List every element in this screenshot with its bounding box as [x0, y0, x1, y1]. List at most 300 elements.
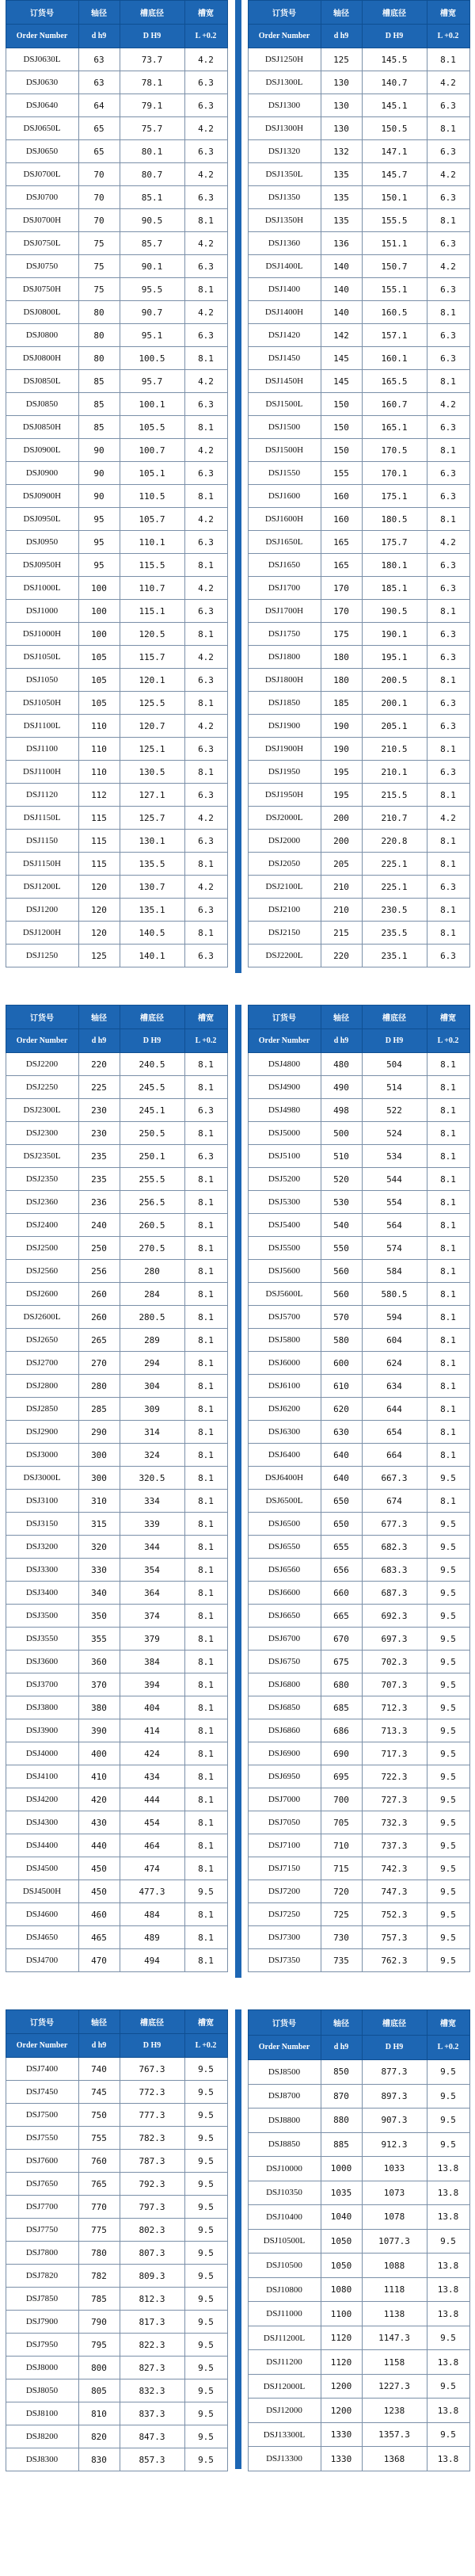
groove-width-cell: 8.1: [427, 830, 469, 853]
col-subheader-shaft-tolerance: d h9: [321, 25, 362, 48]
table-row: [248, 1375, 469, 1398]
groove-diameter-cell: 544: [362, 1168, 427, 1191]
shaft-diameter-cell: 65: [78, 140, 120, 163]
shaft-diameter-cell: 1120: [321, 2350, 362, 2375]
shaft-diameter-cell: 285: [78, 1398, 120, 1421]
groove-width-cell: 6.3: [184, 531, 227, 554]
groove-width-cell: 6.3: [184, 186, 227, 209]
table-row: [6, 2265, 227, 2288]
groove-width-cell: 8.1: [184, 1260, 227, 1283]
order-number-cell: DSJ1350L: [248, 163, 321, 186]
table-row: [248, 853, 469, 876]
table-row: [6, 2288, 227, 2311]
groove-diameter-cell: 434: [120, 1765, 184, 1788]
groove-width-cell: 6.3: [427, 715, 469, 738]
table-row: [6, 1582, 227, 1605]
order-number-cell: DSJ1450: [248, 347, 321, 370]
order-number-cell: DSJ1500: [248, 416, 321, 439]
order-number-cell: DSJ3300: [6, 1559, 78, 1582]
groove-diameter-cell: 414: [120, 1719, 184, 1742]
shaft-diameter-cell: 410: [78, 1765, 120, 1788]
table-row: [248, 1651, 469, 1673]
groove-width-cell: 8.1: [427, 738, 469, 761]
shaft-diameter-cell: 140: [321, 255, 362, 278]
order-number-cell: DSJ0750: [6, 255, 78, 278]
col-header-order-number: 订货号: [248, 1, 321, 25]
order-number-cell: DSJ6300: [248, 1421, 321, 1444]
shaft-diameter-cell: 125: [321, 48, 362, 71]
table-row: [248, 2350, 469, 2375]
table-row: [248, 554, 469, 577]
order-number-cell: DSJ10500: [248, 2254, 321, 2278]
shaft-diameter-cell: 450: [78, 1880, 120, 1903]
table-row: [6, 2425, 227, 2448]
table-row: [6, 324, 227, 347]
groove-width-cell: 8.1: [184, 1949, 227, 1972]
order-number-cell: DSJ1100: [6, 738, 78, 761]
groove-diameter-cell: 712.3: [362, 1696, 427, 1719]
col-subheader-order-number: Order Number: [6, 2034, 78, 2058]
groove-width-cell: 6.3: [184, 784, 227, 807]
shaft-diameter-cell: 720: [321, 1880, 362, 1903]
order-number-cell: DSJ10500L: [248, 2229, 321, 2254]
groove-width-cell: 13.8: [427, 2350, 469, 2375]
table-row: [248, 1628, 469, 1651]
shaft-diameter-cell: 1100: [321, 2302, 362, 2326]
groove-width-cell: 9.5: [184, 2425, 227, 2448]
table-row: [6, 1168, 227, 1191]
col-header-shaft-diameter: 轴径: [78, 2010, 120, 2034]
shaft-diameter-cell: 140: [321, 301, 362, 324]
shaft-diameter-cell: 700: [321, 1788, 362, 1811]
table-row: [248, 1467, 469, 1490]
order-number-cell: DSJ1900: [248, 715, 321, 738]
shaft-diameter-cell: 100: [78, 600, 120, 623]
groove-diameter-cell: 115.5: [120, 554, 184, 577]
col-subheader-shaft-tolerance: d h9: [321, 1029, 362, 1053]
groove-width-cell: 13.8: [427, 2181, 469, 2205]
shaft-diameter-cell: 75: [78, 255, 120, 278]
shaft-diameter-cell: 750: [78, 2104, 120, 2127]
shaft-diameter-cell: 175: [321, 623, 362, 646]
shaft-diameter-cell: 185: [321, 692, 362, 715]
groove-diameter-cell: 752.3: [362, 1903, 427, 1926]
table-row: [248, 140, 469, 163]
shaft-diameter-cell: 110: [78, 715, 120, 738]
shaft-diameter-cell: 150: [321, 439, 362, 462]
groove-diameter-cell: 687.3: [362, 1582, 427, 1605]
groove-width-cell: 8.1: [184, 1696, 227, 1719]
table-row: [248, 2205, 469, 2230]
groove-width-cell: 8.1: [427, 1283, 469, 1306]
shaft-diameter-cell: 850: [321, 2060, 362, 2085]
shaft-diameter-cell: 330: [78, 1559, 120, 1582]
groove-diameter-cell: 245.1: [120, 1099, 184, 1122]
order-number-cell: DSJ4000: [6, 1742, 78, 1765]
order-number-cell: DSJ1650: [248, 554, 321, 577]
order-number-cell: DSJ11000: [248, 2302, 321, 2326]
table-row: [6, 761, 227, 784]
groove-width-cell: 8.1: [184, 1719, 227, 1742]
order-number-cell: DSJ2600L: [6, 1306, 78, 1329]
col-header-groove-diameter: 槽底径: [362, 2010, 427, 2036]
order-number-cell: DSJ4800: [248, 1053, 321, 1076]
groove-width-cell: 6.3: [184, 462, 227, 485]
order-number-cell: DSJ0640: [6, 94, 78, 117]
col-subheader-width-tolerance: L +0.2: [427, 2035, 469, 2060]
order-number-cell: DSJ8200: [6, 2425, 78, 2448]
header-row-cn: [6, 1, 227, 25]
order-number-cell: DSJ3500: [6, 1605, 78, 1628]
table-row: [6, 1742, 227, 1765]
order-number-cell: DSJ1750: [248, 623, 321, 646]
shaft-diameter-cell: 105: [78, 692, 120, 715]
col-subheader-width-tolerance: L +0.2: [184, 25, 227, 48]
groove-width-cell: 8.1: [184, 1742, 227, 1765]
groove-width-cell: 8.1: [184, 209, 227, 232]
order-number-cell: DSJ2200L: [248, 945, 321, 967]
order-number-cell: DSJ1950H: [248, 784, 321, 807]
groove-width-cell: 4.2: [184, 439, 227, 462]
groove-width-cell: 8.1: [184, 623, 227, 646]
shaft-diameter-cell: 870: [321, 2084, 362, 2109]
shaft-diameter-cell: 470: [78, 1949, 120, 1972]
groove-width-cell: 8.1: [184, 1673, 227, 1696]
groove-diameter-cell: 170.5: [362, 439, 427, 462]
groove-diameter-cell: 1078: [362, 2205, 427, 2230]
shaft-diameter-cell: 95: [78, 508, 120, 531]
shaft-diameter-cell: 112: [78, 784, 120, 807]
order-number-cell: DSJ1050L: [6, 646, 78, 669]
order-number-cell: DSJ13300L: [248, 2422, 321, 2447]
groove-diameter-cell: 210.1: [362, 761, 427, 784]
col-subheader-groove-tolerance: D H9: [362, 1029, 427, 1053]
shaft-diameter-cell: 210: [321, 899, 362, 922]
groove-diameter-cell: 762.3: [362, 1949, 427, 1972]
shaft-diameter-cell: 640: [321, 1444, 362, 1467]
groove-diameter-cell: 717.3: [362, 1742, 427, 1765]
groove-width-cell: 6.3: [184, 738, 227, 761]
groove-diameter-cell: 809.3: [120, 2265, 184, 2288]
table-row: [248, 2084, 469, 2109]
groove-width-cell: 8.1: [184, 1122, 227, 1145]
shaft-diameter-cell: 230: [78, 1122, 120, 1145]
table-row: [6, 1145, 227, 1168]
order-number-cell: DSJ0750H: [6, 278, 78, 301]
table-row: [248, 1053, 469, 1076]
shaft-diameter-cell: 740: [78, 2058, 120, 2081]
spec-section-1: [0, 0, 475, 973]
col-header-shaft-diameter: 轴径: [78, 1, 120, 25]
groove-width-cell: 8.1: [184, 1788, 227, 1811]
groove-diameter-cell: 284: [120, 1283, 184, 1306]
order-number-cell: DSJ5600: [248, 1260, 321, 1283]
groove-diameter-cell: 309: [120, 1398, 184, 1421]
order-number-cell: DSJ1300: [248, 94, 321, 117]
groove-width-cell: 8.1: [427, 922, 469, 945]
table-pair: [0, 0, 475, 967]
groove-width-cell: 6.3: [184, 1145, 227, 1168]
table-row: [248, 1283, 469, 1306]
shaft-diameter-cell: 200: [321, 830, 362, 853]
groove-diameter-cell: 105.7: [120, 508, 184, 531]
groove-diameter-cell: 150.1: [362, 186, 427, 209]
groove-diameter-cell: 150.5: [362, 117, 427, 140]
groove-width-cell: 8.1: [427, 1375, 469, 1398]
shaft-diameter-cell: 150: [321, 393, 362, 416]
shaft-diameter-cell: 650: [321, 1513, 362, 1536]
groove-width-cell: 8.1: [427, 48, 469, 71]
groove-width-cell: 8.1: [184, 416, 227, 439]
groove-width-cell: 6.3: [427, 623, 469, 646]
order-number-cell: DSJ7500: [6, 2104, 78, 2127]
groove-width-cell: 4.2: [427, 255, 469, 278]
groove-diameter-cell: 130.7: [120, 876, 184, 899]
shaft-diameter-cell: 1120: [321, 2326, 362, 2350]
groove-diameter-cell: 225.1: [362, 853, 427, 876]
shaft-diameter-cell: 610: [321, 1375, 362, 1398]
table-row: [248, 71, 469, 94]
shaft-diameter-cell: 355: [78, 1628, 120, 1651]
shaft-diameter-cell: 570: [321, 1306, 362, 1329]
shaft-diameter-cell: 120: [78, 922, 120, 945]
table-row: [6, 278, 227, 301]
shaft-diameter-cell: 130: [321, 94, 362, 117]
groove-width-cell: 9.5: [427, 1719, 469, 1742]
groove-width-cell: 9.5: [427, 2109, 469, 2133]
shaft-diameter-cell: 640: [321, 1467, 362, 1490]
order-number-cell: DSJ0630: [6, 71, 78, 94]
groove-diameter-cell: 477.3: [120, 1880, 184, 1903]
table-row: [248, 922, 469, 945]
groove-width-cell: 6.3: [427, 577, 469, 600]
groove-width-cell: 9.5: [427, 1903, 469, 1926]
order-number-cell: DSJ7250: [248, 1903, 321, 1926]
shaft-diameter-cell: 132: [321, 140, 362, 163]
table-row: [6, 1605, 227, 1628]
shaft-diameter-cell: 520: [321, 1168, 362, 1191]
groove-diameter-cell: 255.5: [120, 1168, 184, 1191]
order-number-cell: DSJ4980: [248, 1099, 321, 1122]
groove-diameter-cell: 155.1: [362, 278, 427, 301]
table-row: [248, 1214, 469, 1237]
shaft-diameter-cell: 70: [78, 163, 120, 186]
table-row: [248, 1673, 469, 1696]
groove-width-cell: 6.3: [184, 140, 227, 163]
shaft-diameter-cell: 230: [78, 1099, 120, 1122]
groove-width-cell: 8.1: [184, 1329, 227, 1352]
groove-diameter-cell: 454: [120, 1811, 184, 1834]
table-row: [6, 255, 227, 278]
order-number-cell: DSJ1850: [248, 692, 321, 715]
table-row: [6, 1306, 227, 1329]
groove-diameter-cell: 682.3: [362, 1536, 427, 1559]
order-number-cell: DSJ8700: [248, 2084, 321, 2109]
groove-diameter-cell: 697.3: [362, 1628, 427, 1651]
groove-diameter-cell: 1077.3: [362, 2229, 427, 2254]
table-row: [6, 1536, 227, 1559]
groove-diameter-cell: 270.5: [120, 1237, 184, 1260]
groove-width-cell: 13.8: [427, 2447, 469, 2471]
groove-diameter-cell: 522: [362, 1099, 427, 1122]
table-row: [6, 1719, 227, 1742]
table-row: [6, 1628, 227, 1651]
order-number-cell: DSJ7100: [248, 1834, 321, 1857]
order-number-cell: DSJ7350: [248, 1949, 321, 1972]
groove-width-cell: 4.2: [184, 117, 227, 140]
table-row: [248, 1168, 469, 1191]
table-row: [6, 1880, 227, 1903]
groove-width-cell: 8.1: [184, 1168, 227, 1191]
groove-width-cell: 9.5: [427, 1628, 469, 1651]
groove-diameter-cell: 135.1: [120, 899, 184, 922]
groove-diameter-cell: 464: [120, 1834, 184, 1857]
groove-diameter-cell: 494: [120, 1949, 184, 1972]
order-number-cell: DSJ8050: [6, 2379, 78, 2402]
order-number-cell: DSJ1400H: [248, 301, 321, 324]
order-number-cell: DSJ1200: [6, 899, 78, 922]
groove-width-cell: 6.3: [184, 945, 227, 967]
table-row: [248, 1329, 469, 1352]
order-number-cell: DSJ0700: [6, 186, 78, 209]
order-number-cell: DSJ1450H: [248, 370, 321, 393]
table-row: [248, 1145, 469, 1168]
groove-diameter-cell: 160.7: [362, 393, 427, 416]
table-row: [6, 393, 227, 416]
groove-width-cell: 9.5: [184, 2242, 227, 2265]
table-row: [248, 2447, 469, 2471]
order-number-cell: DSJ2100L: [248, 876, 321, 899]
groove-diameter-cell: 394: [120, 1673, 184, 1696]
table-row: [6, 1490, 227, 1513]
shaft-diameter-cell: 75: [78, 278, 120, 301]
shaft-diameter-cell: 135: [321, 186, 362, 209]
order-number-cell: DSJ6850: [248, 1696, 321, 1719]
groove-diameter-cell: 190.1: [362, 623, 427, 646]
shaft-diameter-cell: 95: [78, 554, 120, 577]
groove-width-cell: 9.5: [184, 2196, 227, 2219]
order-number-cell: DSJ7900: [6, 2311, 78, 2334]
spec-table-right: [248, 1005, 470, 1972]
groove-width-cell: 8.1: [427, 370, 469, 393]
table-row: [248, 2181, 469, 2205]
table-row: [248, 2157, 469, 2181]
groove-width-cell: 8.1: [184, 1926, 227, 1949]
shaft-diameter-cell: 498: [321, 1099, 362, 1122]
shaft-diameter-cell: 420: [78, 1788, 120, 1811]
groove-width-cell: 9.5: [427, 1788, 469, 1811]
col-header-groove-width: 槽宽: [427, 1, 469, 25]
groove-diameter-cell: 155.5: [362, 209, 427, 232]
table-row: [6, 1788, 227, 1811]
col-subheader-shaft-tolerance: d h9: [321, 2035, 362, 2060]
groove-diameter-cell: 304: [120, 1375, 184, 1398]
shaft-diameter-cell: 70: [78, 186, 120, 209]
table-row: [248, 2422, 469, 2447]
groove-diameter-cell: 105.5: [120, 416, 184, 439]
shaft-diameter-cell: 680: [321, 1673, 362, 1696]
col-header-shaft-diameter: 轴径: [321, 1, 362, 25]
groove-diameter-cell: 75.7: [120, 117, 184, 140]
groove-diameter-cell: 1088: [362, 2254, 427, 2278]
table-row: [6, 1834, 227, 1857]
groove-diameter-cell: 150.7: [362, 255, 427, 278]
table-row: [6, 807, 227, 830]
groove-diameter-cell: 115.7: [120, 646, 184, 669]
table-row: [6, 2334, 227, 2357]
table-row: [6, 2150, 227, 2173]
order-number-cell: DSJ2800: [6, 1375, 78, 1398]
table-row: [248, 2374, 469, 2399]
groove-diameter-cell: 1227.3: [362, 2374, 427, 2399]
order-number-cell: DSJ3100: [6, 1490, 78, 1513]
groove-diameter-cell: 777.3: [120, 2104, 184, 2127]
order-number-cell: DSJ8800: [248, 2109, 321, 2133]
shaft-diameter-cell: 160: [321, 485, 362, 508]
groove-width-cell: 9.5: [427, 1880, 469, 1903]
shaft-diameter-cell: 1035: [321, 2181, 362, 2205]
table-row: [6, 2219, 227, 2242]
groove-diameter-cell: 354: [120, 1559, 184, 1582]
groove-diameter-cell: 1147.3: [362, 2326, 427, 2350]
groove-width-cell: 6.3: [427, 278, 469, 301]
col-subheader-groove-tolerance: D H9: [120, 2034, 184, 2058]
order-number-cell: DSJ1950: [248, 761, 321, 784]
shaft-diameter-cell: 1080: [321, 2277, 362, 2302]
groove-width-cell: 13.8: [427, 2254, 469, 2278]
groove-diameter-cell: 110.1: [120, 531, 184, 554]
groove-diameter-cell: 812.3: [120, 2288, 184, 2311]
order-number-cell: DSJ1250: [6, 945, 78, 967]
order-number-cell: DSJ0900L: [6, 439, 78, 462]
shaft-diameter-cell: 1200: [321, 2374, 362, 2399]
shaft-diameter-cell: 1330: [321, 2447, 362, 2471]
table-row: [248, 1788, 469, 1811]
col-subheader-groove-tolerance: D H9: [362, 25, 427, 48]
groove-width-cell: 9.5: [427, 2060, 469, 2085]
table-row: [6, 2357, 227, 2379]
order-number-cell: DSJ2700: [6, 1352, 78, 1375]
groove-width-cell: 9.5: [184, 2288, 227, 2311]
table-row: [248, 439, 469, 462]
shaft-diameter-cell: 795: [78, 2334, 120, 2357]
order-number-cell: DSJ7050: [248, 1811, 321, 1834]
table-row: [248, 255, 469, 278]
col-subheader-order-number: Order Number: [6, 1029, 78, 1053]
groove-width-cell: 8.1: [427, 899, 469, 922]
shaft-diameter-cell: 755: [78, 2127, 120, 2150]
shaft-diameter-cell: 1050: [321, 2229, 362, 2254]
table-row: [6, 2104, 227, 2127]
groove-width-cell: 8.1: [427, 853, 469, 876]
groove-diameter-cell: 151.1: [362, 232, 427, 255]
order-number-cell: DSJ5500: [248, 1237, 321, 1260]
table-row: [248, 2277, 469, 2302]
shaft-diameter-cell: 95: [78, 531, 120, 554]
table-row: [248, 1559, 469, 1582]
order-number-cell: DSJ2200: [6, 1053, 78, 1076]
order-number-cell: DSJ7450: [6, 2081, 78, 2104]
groove-diameter-cell: 1238: [362, 2399, 427, 2423]
groove-diameter-cell: 742.3: [362, 1857, 427, 1880]
order-number-cell: DSJ8100: [6, 2402, 78, 2425]
shaft-diameter-cell: 125: [78, 945, 120, 967]
shaft-diameter-cell: 180: [321, 669, 362, 692]
groove-width-cell: 9.5: [427, 1949, 469, 1972]
groove-diameter-cell: 170.1: [362, 462, 427, 485]
groove-width-cell: 4.2: [427, 531, 469, 554]
table-row: [248, 2229, 469, 2254]
